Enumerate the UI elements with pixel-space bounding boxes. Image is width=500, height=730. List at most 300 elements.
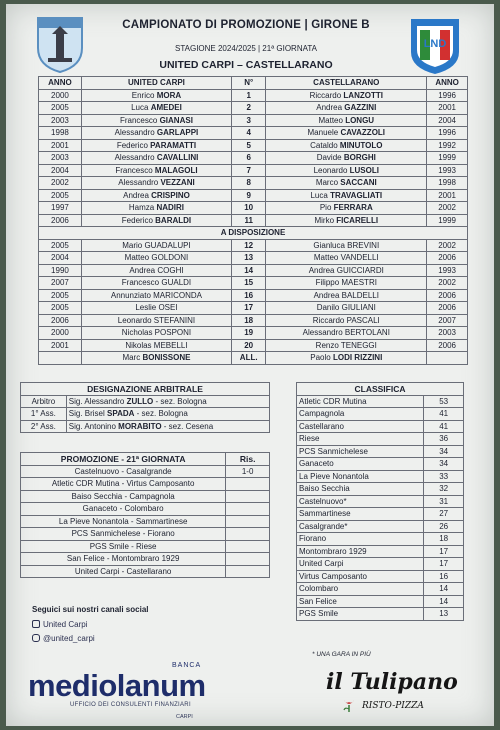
- player-left: Mario GUADALUPI: [81, 239, 231, 252]
- instagram-icon: [32, 634, 40, 642]
- player-last: VEZZANI: [160, 178, 195, 188]
- player-right: [266, 214, 427, 227]
- standing-team: La Pieve Nonantola: [297, 470, 424, 483]
- shirt-number: 4: [232, 127, 266, 140]
- col-number: N°: [232, 77, 266, 90]
- year-left: 2004: [39, 252, 82, 265]
- player-left: Leslie OSEI: [81, 302, 231, 315]
- player-right: [266, 189, 427, 202]
- player-right: Alessandro BERTOLANI: [266, 327, 427, 340]
- player-first: Alessandro: [114, 128, 155, 138]
- standings-title: CLASSIFICA: [297, 383, 464, 396]
- player-left: [81, 214, 231, 227]
- standing-points: 41: [424, 408, 464, 421]
- player-last: LANZOTTI: [343, 90, 383, 100]
- year-left: 2005: [39, 189, 82, 202]
- standing-team: Castelnuovo*: [297, 495, 424, 508]
- player-last: GAZZINI: [344, 103, 377, 113]
- standing-row: [297, 533, 464, 546]
- starter-row: [39, 127, 468, 140]
- year-right: 2002: [427, 277, 468, 290]
- player-left: Annunziato MARICONDA: [81, 289, 231, 302]
- referee-name: [66, 408, 269, 421]
- player-right: [266, 102, 427, 115]
- referee-role: Arbitro: [21, 395, 67, 408]
- starter-row: [39, 189, 468, 202]
- year-left: 2005: [39, 239, 82, 252]
- player-last: FICARELLI: [336, 215, 379, 225]
- referee-last: MORABITO: [118, 421, 162, 431]
- player-first: Manuele: [307, 128, 339, 138]
- shirt-number: 11: [232, 214, 266, 227]
- player-first: Marco: [315, 178, 339, 188]
- player-right: Riccardo PASCALI: [266, 314, 427, 327]
- standing-row: [297, 445, 464, 458]
- referee-last: SPADA: [107, 409, 135, 419]
- shirt-number: 17: [232, 302, 266, 315]
- fixture-match: La Pieve Nonantola - Sammartinese: [21, 515, 226, 528]
- year-right: 1993: [427, 164, 468, 177]
- fixture-row: [21, 565, 270, 578]
- standing-team: Sammartinese: [297, 508, 424, 521]
- year-left: 2004: [39, 164, 82, 177]
- player-right: [266, 89, 427, 102]
- fixtures-header-row: [21, 453, 270, 466]
- year-left: 2001: [39, 139, 82, 152]
- standing-row: [297, 608, 464, 621]
- player-first: Andrea: [123, 190, 149, 200]
- standing-points: 33: [424, 470, 464, 483]
- sub-row: [39, 302, 468, 315]
- fixture-row: [21, 490, 270, 503]
- fixture-result: [226, 478, 270, 491]
- standing-points: 36: [424, 433, 464, 446]
- player-first: Matteo: [318, 115, 343, 125]
- year-right: 2003: [427, 327, 468, 340]
- player-first: Riccardo: [309, 90, 342, 100]
- year-left: 2000: [39, 327, 82, 340]
- referee-section: - sez. Bologna: [155, 396, 207, 406]
- player-left: Nicholas POSPONI: [81, 327, 231, 340]
- shirt-number: 14: [232, 264, 266, 277]
- standings-table: [296, 382, 464, 621]
- player-right: Gianluca BREVINI: [266, 239, 427, 252]
- player-last: TRAVAGLIATI: [330, 190, 383, 200]
- standing-row: [297, 583, 464, 596]
- player-first: Pio: [319, 203, 332, 213]
- starter-row: [39, 89, 468, 102]
- referees-table: [20, 382, 270, 433]
- player-last: CAVAZZOLI: [340, 128, 386, 138]
- shirt-number: 9: [232, 189, 266, 202]
- year-right: 2007: [427, 314, 468, 327]
- facebook-icon: [32, 620, 40, 628]
- standing-team: Castellarano: [297, 420, 424, 433]
- year-right: 2006: [427, 289, 468, 302]
- standing-team: Fiorano: [297, 533, 424, 546]
- standing-points: 31: [424, 495, 464, 508]
- player-last: CAVALLINI: [156, 153, 199, 163]
- fixture-row: [21, 478, 270, 491]
- player-right: [266, 202, 427, 215]
- year-right: 2006: [427, 302, 468, 315]
- standing-points: 27: [424, 508, 464, 521]
- facebook-link[interactable]: [32, 620, 87, 629]
- fixture-row: [21, 515, 270, 528]
- fixture-match: San Felice - Montombraro 1929: [21, 553, 226, 566]
- referee-row: [21, 420, 270, 433]
- shirt-number: 16: [232, 289, 266, 302]
- standing-row: [297, 508, 464, 521]
- shirt-number: 12: [232, 239, 266, 252]
- year-left: 2006: [39, 214, 82, 227]
- standing-row: [297, 520, 464, 533]
- tulipano-subtitle: RISTO-PIZZA: [362, 701, 424, 711]
- printed-sheet: [6, 4, 494, 726]
- lineup-header-row: [39, 77, 468, 90]
- player-left: [81, 152, 231, 165]
- standing-points: 53: [424, 395, 464, 408]
- player-first: Enrico: [131, 90, 155, 100]
- shirt-number: 1: [232, 89, 266, 102]
- shirt-number: 2: [232, 102, 266, 115]
- referee-name: [66, 420, 269, 433]
- fixture-row: [21, 503, 270, 516]
- fixture-match: Baiso Secchia - Campagnola: [21, 490, 226, 503]
- coach-left-last: BONISSONE: [142, 353, 191, 363]
- standing-row: [297, 458, 464, 471]
- standing-team: Baiso Secchia: [297, 483, 424, 496]
- player-right: [266, 127, 427, 140]
- player-first: Federico: [121, 215, 153, 225]
- sub-row: [39, 264, 468, 277]
- fixture-result: [226, 528, 270, 541]
- year-left: 2005: [39, 289, 82, 302]
- standing-points: 16: [424, 570, 464, 583]
- player-left: [81, 139, 231, 152]
- referees-header-row: [21, 383, 270, 396]
- standing-row: [297, 558, 464, 571]
- referee-section: - sez. Bologna: [136, 409, 188, 419]
- standing-points: 18: [424, 533, 464, 546]
- referee-row: [21, 408, 270, 421]
- sub-row: [39, 252, 468, 265]
- shirt-number: 5: [232, 139, 266, 152]
- shirt-number: 10: [232, 202, 266, 215]
- coach-year-left: [39, 352, 82, 365]
- fixtures-table: [20, 452, 270, 578]
- player-last: CRISPINO: [151, 190, 190, 200]
- referee-name: [66, 395, 269, 408]
- year-left: 2005: [39, 302, 82, 315]
- standing-row: [297, 483, 464, 496]
- social-title: Seguici sui nostri canali social: [32, 605, 149, 614]
- subs-label: A DISPOSIZIONE: [39, 227, 468, 240]
- fixture-match: Castelnuovo - Casalgrande: [21, 465, 226, 478]
- player-first: Andrea: [316, 103, 343, 113]
- shirt-number: 8: [232, 177, 266, 190]
- fixture-match: PGS Smile - Riese: [21, 540, 226, 553]
- fixtures-result-header: Ris.: [226, 453, 270, 466]
- fixture-match: Ganaceto - Colombaro: [21, 503, 226, 516]
- mediolanum-city: CARPI: [176, 714, 193, 720]
- player-right: Renzo TENEGGI: [266, 339, 427, 352]
- shirt-number: 13: [232, 252, 266, 265]
- year-right: 2002: [427, 202, 468, 215]
- match-title: UNITED CARPI – CASTELLARANO: [159, 59, 333, 71]
- fixture-result: [226, 515, 270, 528]
- standing-points: 17: [424, 558, 464, 571]
- player-right: [266, 177, 427, 190]
- year-right: 2006: [427, 339, 468, 352]
- referee-section: - sez. Cesena: [163, 421, 214, 431]
- player-last: GIANASI: [159, 115, 193, 125]
- standing-points: 17: [424, 545, 464, 558]
- lineup-table: [38, 76, 468, 365]
- standing-row: [297, 420, 464, 433]
- year-right: 2001: [427, 189, 468, 202]
- player-first: Francesco: [115, 165, 153, 175]
- standing-team: Riese: [297, 433, 424, 446]
- championship-title: CAMPIONATO DI PROMOZIONE | GIRONE B: [122, 19, 370, 31]
- standing-team: Colombaro: [297, 583, 424, 596]
- referee-role: 1° Ass.: [21, 408, 67, 421]
- standing-points: 34: [424, 458, 464, 471]
- shirt-number: 6: [232, 152, 266, 165]
- coach-left-first: Marc: [122, 353, 141, 363]
- fixture-result: [226, 490, 270, 503]
- player-last: PARAMATTI: [150, 140, 197, 150]
- player-first: Davide: [316, 153, 342, 163]
- shirt-number: 3: [232, 114, 266, 127]
- standing-team: Casalgrande*: [297, 520, 424, 533]
- player-left: [81, 114, 231, 127]
- coach-right-last: LODI RIZZINI: [332, 353, 383, 363]
- sub-row: [39, 289, 468, 302]
- mediolanum-subtitle: UFFICIO DEI CONSULENTI FINANZIARI: [70, 702, 191, 708]
- instagram-label: @united_carpi: [43, 634, 95, 643]
- standing-row: [297, 595, 464, 608]
- instagram-link[interactable]: [32, 634, 95, 643]
- referee-role: 2° Ass.: [21, 420, 67, 433]
- fixture-row: [21, 553, 270, 566]
- player-first: Luca: [310, 190, 328, 200]
- subs-header-row: [39, 227, 468, 240]
- starter-row: [39, 139, 468, 152]
- year-left: 1998: [39, 127, 82, 140]
- standing-row: [297, 570, 464, 583]
- player-right: Danilo GIULIANI: [266, 302, 427, 315]
- referee-row: [21, 395, 270, 408]
- player-first: Cataldo: [310, 140, 338, 150]
- player-first: Mirko: [314, 215, 335, 225]
- player-first: Leonardo: [313, 165, 348, 175]
- year-left: 1990: [39, 264, 82, 277]
- starter-row: [39, 114, 468, 127]
- fixture-result: 1-0: [226, 465, 270, 478]
- player-last: NADIRI: [156, 203, 185, 213]
- shirt-number: 19: [232, 327, 266, 340]
- player-last: LONGU: [345, 115, 375, 125]
- col-team-right: CASTELLARANO: [266, 77, 427, 90]
- player-last: AMEDEI: [150, 103, 182, 113]
- standings-header-row: [297, 383, 464, 396]
- sub-row: [39, 339, 468, 352]
- standing-row: [297, 470, 464, 483]
- standing-points: 26: [424, 520, 464, 533]
- year-left: 2000: [39, 89, 82, 102]
- player-right: Andrea GUICCIARDI: [266, 264, 427, 277]
- starter-row: [39, 214, 468, 227]
- shirt-number: 15: [232, 277, 266, 290]
- starter-row: [39, 152, 468, 165]
- player-right: [266, 139, 427, 152]
- player-last: SACCANI: [340, 178, 377, 188]
- standing-team: PGS Smile: [297, 608, 424, 621]
- sub-row: [39, 314, 468, 327]
- player-left: [81, 189, 231, 202]
- col-year-right: ANNO: [427, 77, 468, 90]
- year-right: 1993: [427, 264, 468, 277]
- shirt-number: 20: [232, 339, 266, 352]
- player-last: LUSOLI: [349, 165, 379, 175]
- fixture-row: [21, 528, 270, 541]
- shirt-number: 18: [232, 314, 266, 327]
- starter-row: [39, 102, 468, 115]
- player-last: BORGHI: [343, 153, 376, 163]
- player-left: Nikolas MEBELLI: [81, 339, 231, 352]
- player-left: Matteo GOLDONI: [81, 252, 231, 265]
- standing-row: [297, 395, 464, 408]
- fixture-result: [226, 503, 270, 516]
- player-first: Luca: [131, 103, 149, 113]
- referees-title: DESIGNAZIONE ARBITRALE: [21, 383, 270, 396]
- standing-team: Ganaceto: [297, 458, 424, 471]
- standing-points: 14: [424, 583, 464, 596]
- player-first: Francesco: [119, 115, 158, 125]
- standing-team: Atletic CDR Mutina: [297, 395, 424, 408]
- united-carpi-crest-icon: [34, 14, 86, 74]
- year-left: 2003: [39, 114, 82, 127]
- player-left: [81, 164, 231, 177]
- sub-row: [39, 239, 468, 252]
- standing-team: PCS Sanmichelese: [297, 445, 424, 458]
- year-right: 2006: [427, 252, 468, 265]
- player-first: Federico: [116, 140, 148, 150]
- player-left: [81, 177, 231, 190]
- player-first: Alessandro: [114, 153, 155, 163]
- season-label: STAGIONE 2024/2025 | 21ª GIORNATA: [175, 44, 317, 53]
- fixture-result: [226, 553, 270, 566]
- player-first: Hamza: [128, 203, 155, 213]
- standing-row: [297, 495, 464, 508]
- coach-right: [266, 352, 427, 365]
- year-right: 2001: [427, 102, 468, 115]
- year-left: 2001: [39, 339, 82, 352]
- player-right: [266, 164, 427, 177]
- starter-row: [39, 177, 468, 190]
- standing-row: [297, 433, 464, 446]
- standing-points: 34: [424, 445, 464, 458]
- year-left: 2002: [39, 177, 82, 190]
- sub-row: [39, 327, 468, 340]
- coach-row: [39, 352, 468, 365]
- coach-year-right: [427, 352, 468, 365]
- referee-first: Sig. Antonino: [68, 421, 116, 431]
- sub-row: [39, 277, 468, 290]
- player-left: Andrea COGHI: [81, 264, 231, 277]
- mediolanum-logo: mediolanum: [28, 668, 206, 703]
- fixture-row: [21, 540, 270, 553]
- year-right: 1992: [427, 139, 468, 152]
- year-right: 2002: [427, 239, 468, 252]
- player-last: MINUTOLO: [339, 140, 383, 150]
- standing-team: United Carpi: [297, 558, 424, 571]
- tulipano-logo: il Tulipano: [326, 669, 458, 695]
- year-left: 2007: [39, 277, 82, 290]
- fixture-result: [226, 540, 270, 553]
- year-right: 1999: [427, 214, 468, 227]
- player-left: [81, 102, 231, 115]
- fixture-match: Atletic CDR Mutina - Virtus Camposanto: [21, 478, 226, 491]
- player-last: BARALDI: [155, 215, 192, 225]
- player-right: Filippo MAESTRI: [266, 277, 427, 290]
- coach-label: ALL.: [232, 352, 266, 365]
- standing-row: [297, 545, 464, 558]
- year-right: 1996: [427, 127, 468, 140]
- player-last: MORA: [156, 90, 182, 100]
- mediolanum-banca: BANCA: [172, 662, 202, 669]
- player-left: Leonardo STEFANINI: [81, 314, 231, 327]
- player-right: Matteo VANDELLI: [266, 252, 427, 265]
- player-last: GARLAPPI: [156, 128, 199, 138]
- lnd-logo-icon: [408, 16, 462, 76]
- player-right: [266, 114, 427, 127]
- year-left: 2006: [39, 314, 82, 327]
- coach-right-first: Paolo: [310, 353, 331, 363]
- starter-row: [39, 164, 468, 177]
- year-right: 1999: [427, 152, 468, 165]
- fixture-match: United Carpi - Castellarano: [21, 565, 226, 578]
- fixtures-title: PROMOZIONE - 21ª GIORNATA: [21, 453, 226, 466]
- standing-points: 41: [424, 420, 464, 433]
- player-last: FERRARA: [333, 203, 373, 213]
- year-right: 1998: [427, 177, 468, 190]
- fixture-match: PCS Sanmichelese - Fiorano: [21, 528, 226, 541]
- year-left: 2003: [39, 152, 82, 165]
- standing-points: 32: [424, 483, 464, 496]
- standing-points: 14: [424, 595, 464, 608]
- player-right: [266, 152, 427, 165]
- standing-points: 13: [424, 608, 464, 621]
- fixture-row: [21, 465, 270, 478]
- year-left: 1997: [39, 202, 82, 215]
- standings-note: * UNA GARA IN PIÙ: [312, 651, 371, 658]
- coach-left: [81, 352, 231, 365]
- shirt-number: 7: [232, 164, 266, 177]
- fixture-result: [226, 565, 270, 578]
- referee-first: Sig. Brisel: [68, 409, 105, 419]
- col-year-left: ANNO: [39, 77, 82, 90]
- standing-team: Montombraro 1929: [297, 545, 424, 558]
- player-right: Andrea BALDELLI: [266, 289, 427, 302]
- standing-team: Virtus Camposanto: [297, 570, 424, 583]
- standing-row: [297, 408, 464, 421]
- starter-row: [39, 202, 468, 215]
- col-team-left: UNITED CARPI: [81, 77, 231, 90]
- player-left: [81, 127, 231, 140]
- referee-first: Sig. Alessandro: [68, 396, 125, 406]
